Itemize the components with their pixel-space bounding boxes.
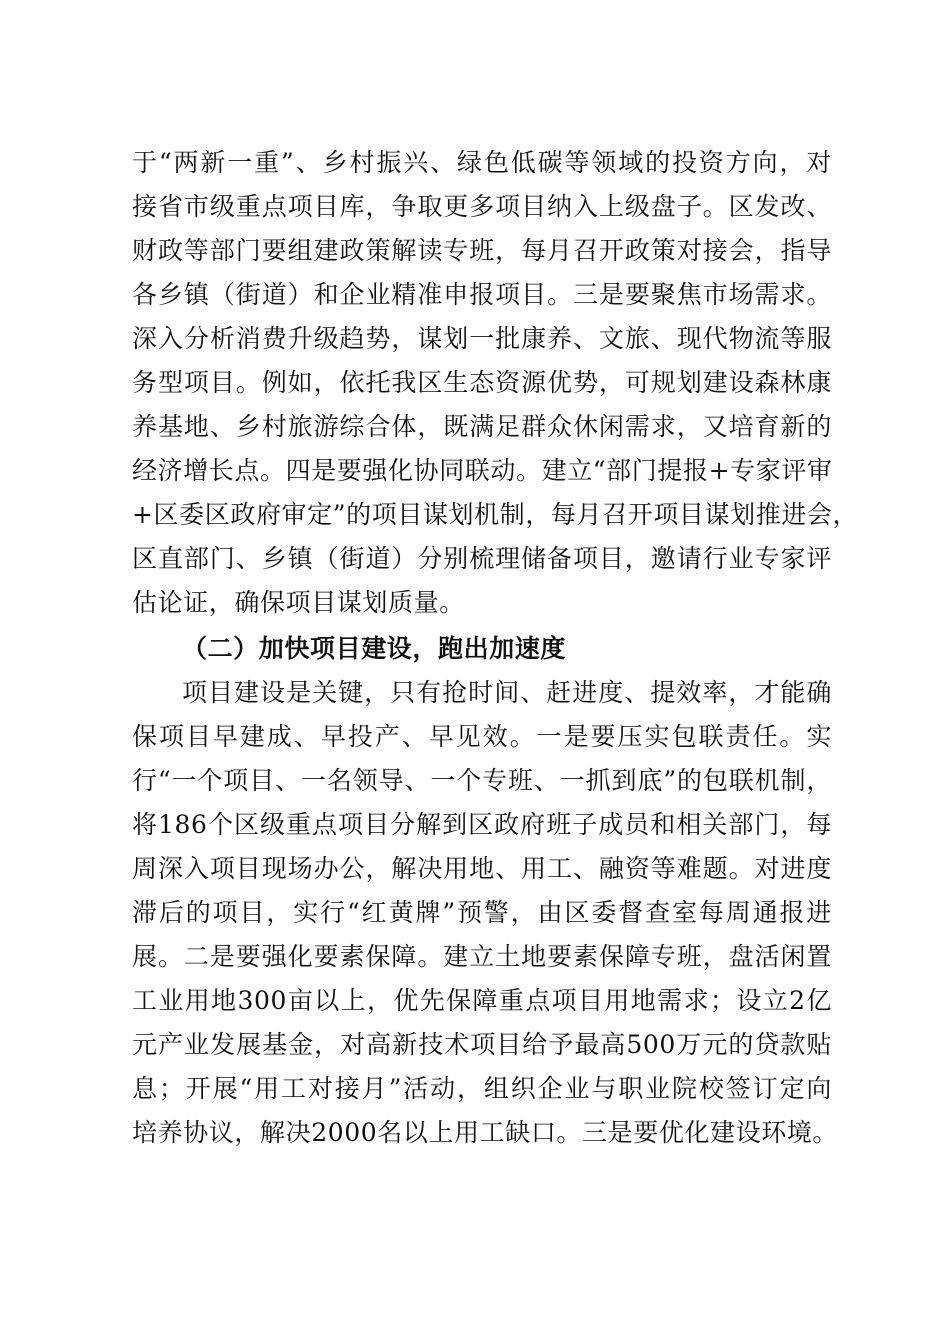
paragraph-1-line-11: 估论证，确保项目谋划质量。 [132,588,465,617]
paragraph-1-line-1: 于“两新一重”、乡村振兴、绿色低碳等领域的投资方向，对 [132,148,832,177]
paragraph-2-line-5: 周深入项目现场办公，解决用地、用工、融资等难题。对进度 [132,854,832,883]
paragraph-2-line-7: 展。二是要强化要素保障。建立土地要素保障专班，盘活闲置 [132,942,832,971]
paragraph-2-line-9: 元产业发展基金，对高新技术项目给予最高500万元的贷款贴 [132,1030,832,1059]
paragraph-1-line-2: 接省市级重点项目库，争取更多项目纳入上级盘子。区发改、 [132,192,832,221]
paragraph-1-line-9: +区委区政府审定”的项目谋划机制，每月召开项目谋划推进会， [132,500,859,529]
paragraph-1-line-4: 各乡镇（街道）和企业精准申报项目。三是要聚焦市场需求。 [132,280,832,309]
paragraph-2-line-4: 将186个区级重点项目分解到区政府班子成员和相关部门，每 [132,810,832,839]
paragraph-1-line-3: 财政等部门要组建政策解读专班，每月召开政策对接会，指导 [132,236,832,265]
paragraph-2-line-2: 保项目早建成、早投产、早见效。一是要压实包联责任。实 [132,722,832,751]
paragraph-1-line-8: 经济增长点。四是要强化协同联动。建立“部门提报+专家评审 [132,456,833,485]
paragraph-1-line-10: 区直部门、乡镇（街道）分别梳理储备项目，邀请行业专家评 [132,544,832,573]
paragraph-2-line-6: 滞后的项目，实行“红黄牌”预警，由区委督查室每周通报进 [132,898,832,927]
paragraph-2-line-8: 工业用地300亩以上，优先保障重点项目用地需求；设立2亿 [132,986,832,1015]
paragraph-1-line-7: 养基地、乡村旅游综合体，既满足群众休闲需求，又培育新的 [132,412,832,441]
paragraph-1-line-5: 深入分析消费升级趋势，谋划一批康养、文旅、现代物流等服 [132,324,832,353]
section-heading: （二）加快项目建设，跑出加速度 [182,634,567,663]
paragraph-2-line-3: 行“一个项目、一名领导、一个专班、一抓到底”的包联机制， [132,766,832,795]
paragraph-2-line-1: 项目建设是关键，只有抢时间、赶进度、提效率，才能确 [182,678,832,707]
paragraph-1-line-6: 务型项目。例如，依托我区生态资源优势，可规划建设森林康 [132,368,832,397]
paragraph-2-line-10: 息；开展“用工对接月”活动，组织企业与职业院校签订定向 [132,1074,832,1103]
paragraph-2-line-11: 培养协议，解决2000名以上用工缺口。三是要优化建设环境。 [132,1118,839,1147]
